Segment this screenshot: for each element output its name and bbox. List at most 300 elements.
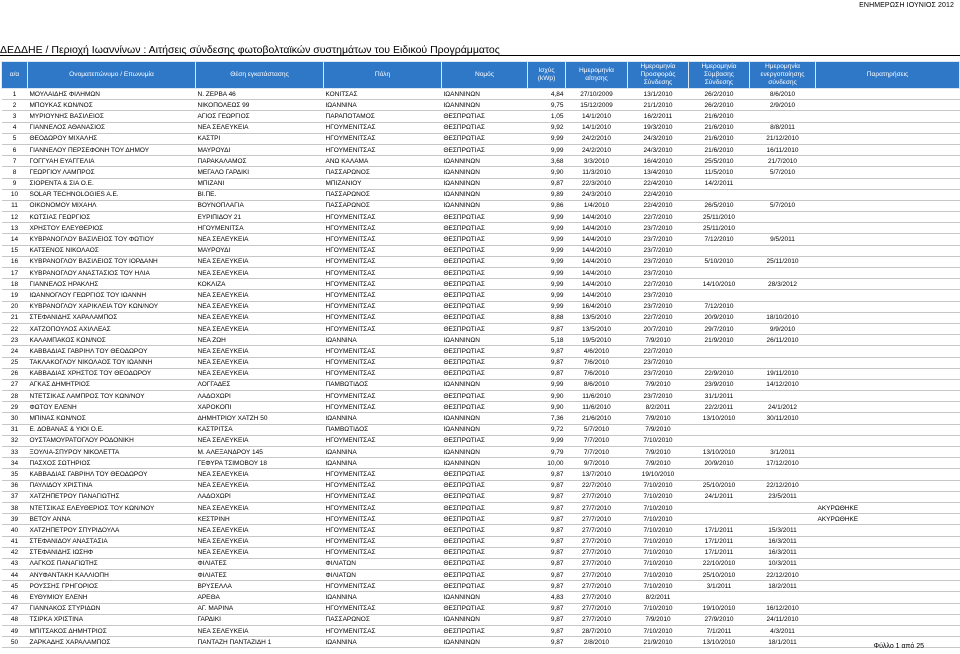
remarks <box>816 100 960 111</box>
table-row <box>2 312 960 323</box>
application-date: 27/7/2010 <box>566 603 628 614</box>
applicant-name: ΣΙΟΡΕΝΤΑ & ΣΙΑ Ο.Ε. <box>28 178 196 189</box>
applicant-name: ΑΝΥΦΑΝΤΑΚΗ ΚΑΛΛΙΟΠΗ <box>28 570 196 581</box>
contract-date <box>689 502 750 513</box>
power-kwp: 9,87 <box>528 502 566 513</box>
power-kwp: 4,83 <box>528 592 566 603</box>
application-date: 27/7/2010 <box>566 592 628 603</box>
application-date: 13/5/2010 <box>566 323 628 334</box>
contract-date: 31/1/2011 <box>689 391 750 402</box>
applicant-name: ΧΑΤΖΗΠΕΤΡΟΥ ΣΠΥΡΙΔΟΥΛΑ <box>28 525 196 536</box>
power-kwp: 9,87 <box>528 178 566 189</box>
install-location: ΗΓΟΥΜΕΝΙΤΣΑ <box>196 223 324 234</box>
applicant-name: ΤΣΙΡΚΑ ΧΡΙΣΤΙΝΑ <box>28 614 196 625</box>
city: ΗΓΟΥΜΕΝΙΤΣΑΣ <box>324 547 442 558</box>
prefecture: ΘΕΣΠΡΩΤΙΑΣ <box>442 268 528 279</box>
row-number: 33 <box>2 447 28 458</box>
offer-date: 22/7/2010 <box>628 279 689 290</box>
page-footer: Φύλλο 1 από 25 <box>873 643 924 650</box>
offer-date: 19/3/2010 <box>628 122 689 133</box>
remarks: ΑΚΥΡΩΘΗΚΕ <box>816 514 960 525</box>
activation-date: 17/12/2010 <box>750 458 816 469</box>
city: ΗΓΟΥΜΕΝΙΤΣΑΣ <box>324 435 442 446</box>
activation-date: 3/1/2011 <box>750 447 816 458</box>
application-date: 11/3/2010 <box>566 167 628 178</box>
application-date: 14/1/2010 <box>566 122 628 133</box>
prefecture: ΘΕΣΠΡΩΤΙΑΣ <box>442 469 528 480</box>
install-location: ΜΠΙΖΑΝΙ <box>196 178 324 189</box>
contract-date: 21/6/2010 <box>689 122 750 133</box>
city: ΗΓΟΥΜΕΝΙΤΣΑΣ <box>324 290 442 301</box>
install-location: ΔΗΜΗΤΡΙΟΥ ΧΑΤΖΗ 50 <box>196 413 324 424</box>
application-date: 14/4/2010 <box>566 290 628 301</box>
applicant-name: ΓΕΩΡΓΙΟΥ ΛΑΜΠΡΟΣ <box>28 167 196 178</box>
install-location: ΠΑΝΤΑΖΗ ΠΑΝΤΑΖΙΔΗ 1 <box>196 637 324 648</box>
col-header: α/α <box>2 62 28 89</box>
install-location: ΝΕΑ ΖΩΗ <box>196 335 324 346</box>
row-number: 35 <box>2 469 28 480</box>
activation-date <box>750 592 816 603</box>
offer-date: 24/3/2010 <box>628 133 689 144</box>
contract-date: 3/1/2011 <box>689 581 750 592</box>
table-row <box>2 570 960 581</box>
row-number: 40 <box>2 525 28 536</box>
prefecture: ΙΩΑΝΝΙΝΩΝ <box>442 189 528 200</box>
install-location: ΝΕΑ ΣΕΛΕΥΚΕΙΑ <box>196 301 324 312</box>
prefecture: ΙΩΑΝΝΙΝΩΝ <box>442 89 528 100</box>
application-date: 14/4/2010 <box>566 245 628 256</box>
activation-date: 23/5/2011 <box>750 491 816 502</box>
row-number: 41 <box>2 536 28 547</box>
row-number: 45 <box>2 581 28 592</box>
activation-date <box>750 245 816 256</box>
activation-date: 28/3/2012 <box>750 279 816 290</box>
activation-date: 5/7/2010 <box>750 167 816 178</box>
table-row <box>2 346 960 357</box>
contract-date: 17/1/2011 <box>689 547 750 558</box>
power-kwp: 9,87 <box>528 614 566 625</box>
application-date: 14/4/2010 <box>566 223 628 234</box>
applicant-name: ΚΑΒΒΑΔΙΑΣ ΧΡΗΣΤΟΣ ΤΟΥ ΘΕΟΔΩΡΟΥ <box>28 368 196 379</box>
contract-date: 20/9/2010 <box>689 458 750 469</box>
table-row <box>2 301 960 312</box>
applicant-name: ΓΙΑΝΝΕΛΟΥ ΠΕΡΣΕΦΟΝΗ ΤΟΥ ΔΗΜΟΥ <box>28 144 196 155</box>
row-number: 22 <box>2 323 28 334</box>
table-row <box>2 469 960 480</box>
activation-date <box>750 290 816 301</box>
table-row <box>2 626 960 637</box>
prefecture: ΘΕΣΠΡΩΤΙΑΣ <box>442 234 528 245</box>
activation-date: 4/3/2011 <box>750 626 816 637</box>
activation-date <box>750 514 816 525</box>
power-kwp: 9,86 <box>528 200 566 211</box>
applicant-name: ΛΑΓΚΟΣ ΠΑΝΑΓΙΩΤΗΣ <box>28 558 196 569</box>
offer-date: 24/3/2010 <box>628 144 689 155</box>
offer-date: 22/4/2010 <box>628 200 689 211</box>
offer-date: 21/9/2010 <box>628 637 689 648</box>
row-number: 42 <box>2 547 28 558</box>
applicant-name: ΧΡΗΣΤΟΥ ΕΛΕΥΘΕΡΙΟΣ <box>28 223 196 234</box>
applicant-name: ΟΙΚΟΝΟΜΟΥ ΜΙΧΑΗΛ <box>28 200 196 211</box>
contract-date <box>689 357 750 368</box>
activation-date: 14/12/2010 <box>750 379 816 390</box>
table-row <box>2 447 960 458</box>
power-kwp: 9,87 <box>528 525 566 536</box>
prefecture: ΘΕΣΠΡΩΤΙΑΣ <box>442 290 528 301</box>
applicant-name: ΚΩΤΣΙΑΣ ΓΕΩΡΓΙΟΣ <box>28 212 196 223</box>
prefecture: ΘΕΣΠΡΩΤΙΑΣ <box>442 525 528 536</box>
city: ΙΩΑΝΝΙΝΑ <box>324 458 442 469</box>
row-number: 30 <box>2 413 28 424</box>
activation-date <box>750 424 816 435</box>
applicant-name: Ε. ΔΟΒΑΝΑΣ & ΥΙΟΙ Ο.Ε. <box>28 424 196 435</box>
install-location: ΚΕΣΤΡΙΝΗ <box>196 514 324 525</box>
applicant-name: ΡΟΥΣΣΗΣ ΓΡΗΓΟΡΙΟΣ <box>28 581 196 592</box>
prefecture: ΙΩΑΝΝΙΝΩΝ <box>442 100 528 111</box>
offer-date: 23/7/2010 <box>628 290 689 301</box>
city: ΗΓΟΥΜΕΝΙΤΣΑΣ <box>324 368 442 379</box>
prefecture: ΙΩΑΝΝΙΝΩΝ <box>442 424 528 435</box>
col-header: Ονοματεπώνυμο / Επωνυμία <box>28 62 196 89</box>
offer-date: 23/7/2010 <box>628 234 689 245</box>
install-location: ΚΑΣΤΡΙΤΣΑ <box>196 424 324 435</box>
contract-date: 13/10/2010 <box>689 413 750 424</box>
applicant-name: ΚΥΒΡΑΝΟΓΛΟΥ ΧΑΡΙΚΛΕΙΑ ΤΟΥ ΚΩΝ/ΝΟΥ <box>28 301 196 312</box>
contract-date: 26/2/2010 <box>689 89 750 100</box>
table-row <box>2 323 960 334</box>
activation-date: 22/12/2010 <box>750 570 816 581</box>
install-location: ΛΑΔΟΧΩΡΙ <box>196 391 324 402</box>
applicant-name: ΓΙΑΝΝΑΚΟΣ ΣΤΥΡΙΔΩΝ <box>28 603 196 614</box>
activation-date: 15/3/2011 <box>750 525 816 536</box>
row-number: 5 <box>2 133 28 144</box>
offer-date: 7/10/2010 <box>628 570 689 581</box>
row-number: 48 <box>2 614 28 625</box>
applicant-name: ΣΤΕΦΑΝΙΔΗΣ ΧΑΡΑΛΑΜΠΟΣ <box>28 312 196 323</box>
applicant-name: ΠΑΣΧΟΣ ΣΩΤΗΡΙΟΣ <box>28 458 196 469</box>
table-row <box>2 89 960 100</box>
remarks <box>816 301 960 312</box>
contract-date: 27/9/2010 <box>689 614 750 625</box>
power-kwp: 9,87 <box>528 491 566 502</box>
applicant-name: ΣΤΕΦΑΝΙΔΗΣ ΙΩΣΗΦ <box>28 547 196 558</box>
prefecture: ΘΕΣΠΡΩΤΙΑΣ <box>442 133 528 144</box>
col-header: Θέση εγκατάστασης <box>196 62 324 89</box>
prefecture: ΘΕΣΠΡΩΤΙΑΣ <box>442 435 528 446</box>
city: ΗΓΟΥΜΕΝΙΤΣΑΣ <box>324 502 442 513</box>
prefecture: ΘΕΣΠΡΩΤΙΑΣ <box>442 391 528 402</box>
application-date: 27/7/2010 <box>566 525 628 536</box>
table-row <box>2 435 960 446</box>
application-date: 27/7/2010 <box>566 581 628 592</box>
table-row <box>2 268 960 279</box>
remarks <box>816 346 960 357</box>
activation-date: 9/5/2011 <box>750 234 816 245</box>
power-kwp: 9,99 <box>528 268 566 279</box>
activation-date: 25/11/2010 <box>750 256 816 267</box>
remarks <box>816 570 960 581</box>
offer-date: 7/9/2010 <box>628 447 689 458</box>
power-kwp: 9,90 <box>528 391 566 402</box>
application-date: 1/4/2010 <box>566 200 628 211</box>
activation-date: 21/7/2010 <box>750 156 816 167</box>
remarks <box>816 491 960 502</box>
contract-date: 7/12/2010 <box>689 234 750 245</box>
remarks <box>816 223 960 234</box>
contract-date: 14/10/2010 <box>689 279 750 290</box>
install-location: ΒΟΥΝΟΠΛΑΓΙΑ <box>196 200 324 211</box>
contract-date: 5/10/2010 <box>689 256 750 267</box>
city: ΠΑΣΣΑΡΩΝΟΣ <box>324 200 442 211</box>
application-date: 7/7/2010 <box>566 447 628 458</box>
applicant-name: ΚΑΒΒΑΔΙΑΣ ΓΑΒΡΙΗΛ ΤΟΥ ΘΕΟΔΩΡΟΥ <box>28 346 196 357</box>
row-number: 29 <box>2 402 28 413</box>
contract-date: 25/10/2010 <box>689 480 750 491</box>
row-number: 13 <box>2 223 28 234</box>
applicant-name: ΑΓΚΑΣ ΔΗΜΗΤΡΙΟΣ <box>28 379 196 390</box>
contract-date: 7/12/2010 <box>689 301 750 312</box>
application-date: 4/6/2010 <box>566 346 628 357</box>
row-number: 19 <box>2 290 28 301</box>
applicant-name: ΓΙΑΝΝΕΛΟΣ ΑΘΑΝΑΣΙΟΣ <box>28 122 196 133</box>
offer-date: 22/7/2010 <box>628 212 689 223</box>
activation-date: 10/3/2011 <box>750 558 816 569</box>
table-row <box>2 212 960 223</box>
offer-date: 23/7/2010 <box>628 245 689 256</box>
city: ΗΓΟΥΜΕΝΙΤΣΑΣ <box>324 402 442 413</box>
application-date: 8/6/2010 <box>566 379 628 390</box>
offer-date: 7/10/2010 <box>628 514 689 525</box>
offer-date: 23/7/2010 <box>628 223 689 234</box>
prefecture: ΘΕΣΠΡΩΤΙΑΣ <box>442 346 528 357</box>
row-number: 14 <box>2 234 28 245</box>
table-row <box>2 413 960 424</box>
city: ΗΓΟΥΜΕΝΙΤΣΑΣ <box>324 536 442 547</box>
table-row <box>2 424 960 435</box>
applicant-name: ΝΤΕΤΣΙΚΑΣ ΛΑΜΠΡΟΣ ΤΟΥ ΚΩΝ/ΝΟΥ <box>28 391 196 402</box>
contract-date <box>689 435 750 446</box>
application-date: 27/7/2010 <box>566 536 628 547</box>
power-kwp: 9,72 <box>528 424 566 435</box>
city: ΦΙΛΙΑΤΩΝ <box>324 558 442 569</box>
city: ΗΓΟΥΜΕΝΙΤΣΑΣ <box>324 346 442 357</box>
row-number: 6 <box>2 144 28 155</box>
remarks <box>816 379 960 390</box>
remarks <box>816 212 960 223</box>
offer-date: 7/9/2010 <box>628 424 689 435</box>
row-number: 24 <box>2 346 28 357</box>
row-number: 21 <box>2 312 28 323</box>
prefecture: ΙΩΑΝΝΙΝΩΝ <box>442 458 528 469</box>
applicant-name: ΓΟΓΓΥΑΗ ΕΥΑΓΓΕΛΙΑ <box>28 156 196 167</box>
table-row <box>2 290 960 301</box>
contract-date: 17/1/2011 <box>689 536 750 547</box>
prefecture: ΙΩΑΝΝΙΝΩΝ <box>442 156 528 167</box>
application-date: 9/7/2010 <box>566 458 628 469</box>
col-header: Παρατηρήσεις <box>816 62 960 89</box>
contract-date: 26/2/2010 <box>689 100 750 111</box>
offer-date: 23/7/2010 <box>628 301 689 312</box>
power-kwp: 9,87 <box>528 603 566 614</box>
applicant-name: ΜΠΙΝΑΣ ΚΩΝ/ΝΟΣ <box>28 413 196 424</box>
contract-date: 23/9/2010 <box>689 379 750 390</box>
remarks <box>816 122 960 133</box>
table-row <box>2 637 960 648</box>
remarks <box>816 144 960 155</box>
prefecture: ΘΕΣΠΡΩΤΙΑΣ <box>442 312 528 323</box>
power-kwp: 9,87 <box>528 514 566 525</box>
remarks <box>816 391 960 402</box>
contract-date: 25/10/2010 <box>689 570 750 581</box>
power-kwp: 9,99 <box>528 245 566 256</box>
row-number: 34 <box>2 458 28 469</box>
activation-date: 30/11/2010 <box>750 413 816 424</box>
row-number: 32 <box>2 435 28 446</box>
activation-date: 26/11/2010 <box>750 335 816 346</box>
install-location: ΛΑΔΟΧΩΡΙ <box>196 491 324 502</box>
city: ΙΩΑΝΝΙΝΑ <box>324 335 442 346</box>
remarks <box>816 614 960 625</box>
application-date: 11/6/2010 <box>566 402 628 413</box>
city: ΠΑΣΣΑΡΩΝΟΣ <box>324 189 442 200</box>
contract-date: 14/2/2011 <box>689 178 750 189</box>
applicant-name: ΣΤΕΦΑΝΙΔΟΥ ΑΝΑΣΤΑΣΙΑ <box>28 536 196 547</box>
contract-date: 29/7/2010 <box>689 323 750 334</box>
application-date: 27/7/2010 <box>566 570 628 581</box>
contract-date: 17/1/2011 <box>689 525 750 536</box>
row-number: 47 <box>2 603 28 614</box>
prefecture: ΙΩΑΝΝΙΝΩΝ <box>442 200 528 211</box>
city: ΗΓΟΥΜΕΝΙΤΣΑΣ <box>324 323 442 334</box>
title-divider <box>0 55 960 56</box>
install-location: ΝΕΑ ΣΕΛΕΥΚΕΙΑ <box>196 234 324 245</box>
table-row <box>2 133 960 144</box>
applicant-name: ΓΙΑΝΝΕΛΟΣ ΗΡΑΚΛΗΣ <box>28 279 196 290</box>
offer-date: 7/9/2010 <box>628 614 689 625</box>
power-kwp: 9,99 <box>528 223 566 234</box>
city: ΙΩΑΝΝΙΝΑ <box>324 413 442 424</box>
power-kwp: 9,87 <box>528 558 566 569</box>
city: ΙΩΑΝΝΙΝΑ <box>324 592 442 603</box>
activation-date: 16/3/2011 <box>750 536 816 547</box>
applicant-name: ΧΑΤΖΗΠΕΤΡΟΥ ΠΑΝΑΓΙΩΤΗΣ <box>28 491 196 502</box>
offer-date: 20/7/2010 <box>628 323 689 334</box>
install-location: ΜΑΥΡΟΥΔΙ <box>196 144 324 155</box>
city: ΗΓΟΥΜΕΝΙΤΣΑΣ <box>324 514 442 525</box>
city: ΦΙΛΙΑΤΩΝ <box>324 570 442 581</box>
table-row <box>2 480 960 491</box>
contract-date: 21/6/2010 <box>689 144 750 155</box>
applicant-name: ΤΑΚΛΑΚΟΓΛΟΥ ΝΙΚΟΛΑΟΣ ΤΟΥ ΙΩΑΝΝΗ <box>28 357 196 368</box>
install-location: ΕΥΡΙΠΙΔΟΥ 21 <box>196 212 324 223</box>
offer-date: 7/10/2010 <box>628 502 689 513</box>
prefecture: ΙΩΑΝΝΙΝΩΝ <box>442 614 528 625</box>
prefecture: ΘΕΣΠΡΩΤΙΑΣ <box>442 402 528 413</box>
power-kwp: 9,99 <box>528 234 566 245</box>
row-number: 16 <box>2 256 28 267</box>
power-kwp: 9,87 <box>528 368 566 379</box>
city: ΗΓΟΥΜΕΝΙΤΣΑΣ <box>324 245 442 256</box>
table-row <box>2 614 960 625</box>
offer-date: 8/2/2011 <box>628 402 689 413</box>
applicant-name: ΖΑΡΚΑΔΗΣ ΧΑΡΑΛΑΜΠΟΣ <box>28 637 196 648</box>
offer-date: 7/10/2010 <box>628 435 689 446</box>
city: ΗΓΟΥΜΕΝΙΤΣΑΣ <box>324 525 442 536</box>
remarks <box>816 536 960 547</box>
row-number: 10 <box>2 189 28 200</box>
install-location: ΠΑΡΑΚΑΛΑΜΟΣ <box>196 156 324 167</box>
contract-date: 22/9/2010 <box>689 368 750 379</box>
power-kwp: 9,87 <box>528 346 566 357</box>
table-row <box>2 156 960 167</box>
remarks <box>816 268 960 279</box>
power-kwp: 9,87 <box>528 480 566 491</box>
activation-date: 24/1/2012 <box>750 402 816 413</box>
activation-date: 9/9/2010 <box>750 323 816 334</box>
activation-date: 2/9/2010 <box>750 100 816 111</box>
application-date: 27/7/2010 <box>566 491 628 502</box>
contract-date: 21/6/2010 <box>689 111 750 122</box>
contract-date <box>689 424 750 435</box>
table-row <box>2 368 960 379</box>
application-date: 14/4/2010 <box>566 212 628 223</box>
install-location: ΝΕΑ ΣΕΛΕΥΚΕΙΑ <box>196 536 324 547</box>
application-date: 7/6/2010 <box>566 357 628 368</box>
remarks <box>816 547 960 558</box>
col-header: Ημερομηνία Σύμβασης Σύνδεσης <box>689 62 750 89</box>
table-row <box>2 200 960 211</box>
row-number: 46 <box>2 592 28 603</box>
activation-date <box>750 212 816 223</box>
power-kwp: 5,18 <box>528 335 566 346</box>
city: ΑΝΩ ΚΑΛΑΜΑ <box>324 156 442 167</box>
prefecture: ΘΕΣΠΡΩΤΙΑΣ <box>442 368 528 379</box>
activation-date: 18/2/2011 <box>750 581 816 592</box>
row-number: 20 <box>2 301 28 312</box>
prefecture: ΘΕΣΠΡΩΤΙΑΣ <box>442 223 528 234</box>
application-date: 5/7/2010 <box>566 424 628 435</box>
prefecture: ΙΩΑΝΝΙΝΩΝ <box>442 379 528 390</box>
applicant-name: ΜΠΙΤΣΑΚΟΣ ΔΗΜΗΤΡΙΟΣ <box>28 626 196 637</box>
install-location: ΓΑΡΔΙΚΙ <box>196 614 324 625</box>
contract-date: 21/9/2010 <box>689 335 750 346</box>
activation-date <box>750 435 816 446</box>
applicant-name: ΝΤΕΤΣΙΚΑΣ ΕΛΕΥΘΕΡΙΟΣ ΤΟΥ ΚΩΝ/ΝΟΥ <box>28 502 196 513</box>
offer-date: 13/4/2010 <box>628 167 689 178</box>
table-row <box>2 189 960 200</box>
applicant-name: ΚΥΒΡΑΝΟΓΛΟΥ ΑΝΑΣΤΑΣΙΟΣ ΤΟΥ ΗΛΙΑ <box>28 268 196 279</box>
contract-date: 7/1/2011 <box>689 626 750 637</box>
row-number: 44 <box>2 570 28 581</box>
remarks <box>816 312 960 323</box>
offer-date: 23/7/2010 <box>628 256 689 267</box>
col-header: Ημερομηνία ενεργοποίησης σύνδεσης <box>750 62 816 89</box>
install-location: ΧΑΡΟΚΟΠΙ <box>196 402 324 413</box>
power-kwp: 9,99 <box>528 301 566 312</box>
city: ΚΟΝΙΤΣΑΣ <box>324 89 442 100</box>
table-row <box>2 514 960 525</box>
offer-date: 7/9/2010 <box>628 458 689 469</box>
city: ΗΓΟΥΜΕΝΙΤΣΑΣ <box>324 223 442 234</box>
city: ΗΓΟΥΜΕΝΙΤΣΑΣ <box>324 312 442 323</box>
offer-date: 7/10/2010 <box>628 480 689 491</box>
offer-date: 7/10/2010 <box>628 525 689 536</box>
prefecture: ΙΩΑΝΝΙΝΩΝ <box>442 167 528 178</box>
row-number: 49 <box>2 626 28 637</box>
city: ΗΓΟΥΜΕΝΙΤΣΑΣ <box>324 581 442 592</box>
application-date: 2/8/2010 <box>566 637 628 648</box>
remarks <box>816 133 960 144</box>
